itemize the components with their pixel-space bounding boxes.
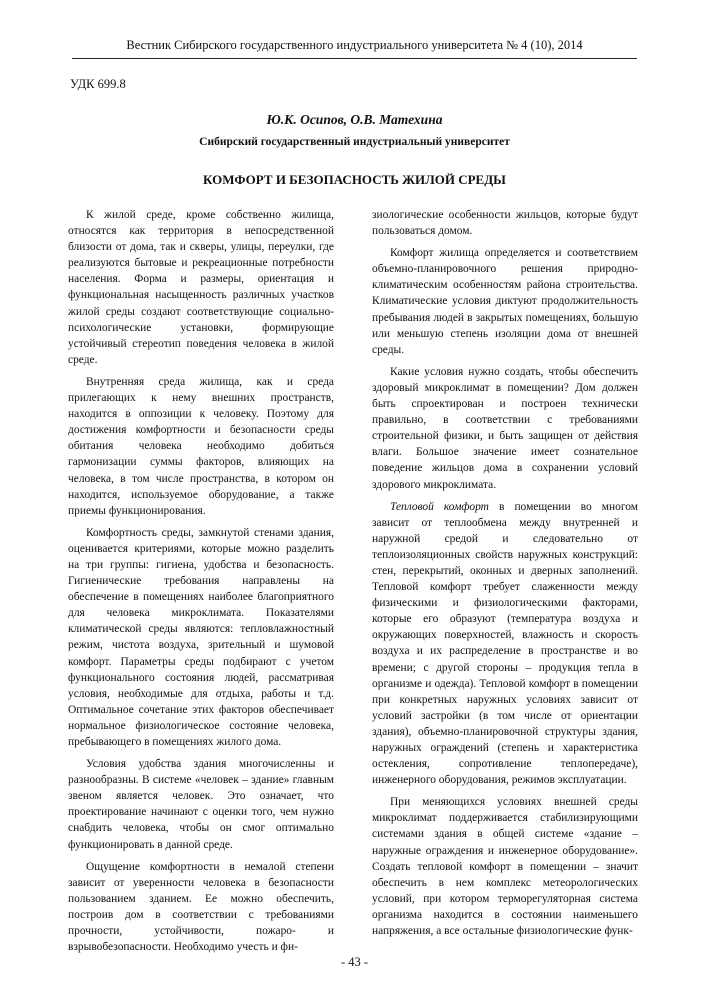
left-column [68, 207, 334, 955]
paragraph: К жилой среде, кроме собственно жилища, относятся как территория в непосредственной близости от дома, так и скверы, улицы, переулки, где реализуются бытовые и рекреационные потребности населения. Форма и размеры, ориентация и функциональная насыщенность различных участков жилой среды создают соответствующие социально-психологические установки, формирующие устойчивый стереотип поведения человека в жилой среде. [68, 209, 334, 366]
paragraph: Комфортность среды, замкнутой стенами здания, оценивается критериями, которые можно разделить на три группы: гигиена, удобства и безопасность. Гигиенические требования направлены на обеспечение в помещениях наиболее благоприятного для человека микроклимата. Показателями климатической среды являются: тепловлажностный режим, чистота воздуха, зрительный и шумовой комфорт. Параметры среды подбирают с учетом функционального состояния людей, рассматривая условия, необходимые для отдыха, работы и т.д. Оптимальное сочетание этих факторов обеспечивает нормальное физиологическое состояние человека, пребывающего в помещениях жилого дома. [68, 526, 334, 748]
paragraph-text: в помещении во многом зависит от теплообмена между внутренней и наружной средой и следовательно от теплоизоляционных свойств наружных конструкций: стен, перекрытий, оконных и дверных заполнений. Тепловой комфорт требует слаженности между физическими и физиологическими факторами, которые его образуют (температура воздуха и окружающих поверхностей, влажность и скорость воздуха и их распределение в пространстве и во времени; с другой стороны – продукция тепла в организме и одежда). Тепловой комфорт в помещении при конкретных наружных условиях зависит от условий застройки (в том числе от ориентации здания), объемно-планировочной структуры здания, наружных ограждений (степень и характеристика остекления, сопротивление теплопередаче), инженерного оборудования, режимов эксплуатации. [372, 500, 638, 787]
paragraph: Внутренняя среда жилища, как и среда прилегающих к нему внешних пространств, находится в оппозиции к человеку. Поэтому для достижения комфортности и безопасности среды обитания человека необходимо добиться гармонизации суммы факторов, влияющих на человека, в том числе пространства, в котором он находится, используемое оборудование, а также приемы функционирования. [68, 375, 334, 517]
article-title: КОМФОРТ И БЕЗОПАСНОСТЬ ЖИЛОЙ СРЕДЫ [203, 172, 506, 187]
right-column [372, 207, 638, 939]
journal-header: Вестник Сибирского государственного индустриального университета № 4 (10), 2014 [72, 38, 637, 59]
paragraph: При меняющихся условиях внешней среды микроклимат поддерживается стабилизирующими системами здания в общей системе «здание – наружные ограждения и инженерное оборудование». Создать тепловой комфорт в помещении – значит обеспечить в нем комплекс метеорологических условий, при котором терморегуляторная система организма находится в состоянии наименьшего напряжения, а все остальные физиологические функ- [372, 796, 638, 938]
paragraph: Условия удобства здания многочисленны и разнообразны. В системе «человек – здание» главным звеном является человек. Это означает, что проектирование начинают с оценки того, чем нужно снабдить человека, чтобы он смог оптимально функционировать в данной среде. [68, 758, 334, 851]
paragraph: зиологические особенности жильцов, которые будут пользоваться домом. [372, 209, 638, 238]
paragraph: Какие условия нужно создать, чтобы обеспечить здоровый микроклимат в помещении? Дом должен быть спроектирован и построен технически правильно, в соответствии с требованиями строительной физики, и быть защищен от действия влаги. Большое значение имеет сознательное поведение жильцов дома в сохранении условий здорового микроклимата. [372, 365, 638, 491]
italic-term: Тепловой комфорт [390, 500, 489, 513]
paragraph: Ощущение комфортности в немалой степени зависит от уверенности человека в безопасности пользованием зданием. Ее можно обеспечить, построив дом в соответствии с требованиями прочности, устойчивости, пожаро- и взрывобезопасности. Необходимо учесть и фи- [68, 860, 334, 954]
authors: Ю.К. Осипов, О.В. Матехина [266, 112, 443, 127]
udk-code: УДК 699.8 [70, 77, 126, 91]
page-number: - 43 - [340, 955, 369, 969]
paragraph-thermal-comfort [372, 499, 638, 789]
paragraph: Комфорт жилища определяется и соответствием объемно-планировочного решения природно-климатическим особенностям района строительства. Климатические условия диктуют продолжительность пребывания людей в закрытых помещениях, большую или меньшую степень изоляции дома от внешней среды. [372, 247, 638, 356]
affiliation: Сибирский государственный индустриальный университет [199, 136, 510, 148]
